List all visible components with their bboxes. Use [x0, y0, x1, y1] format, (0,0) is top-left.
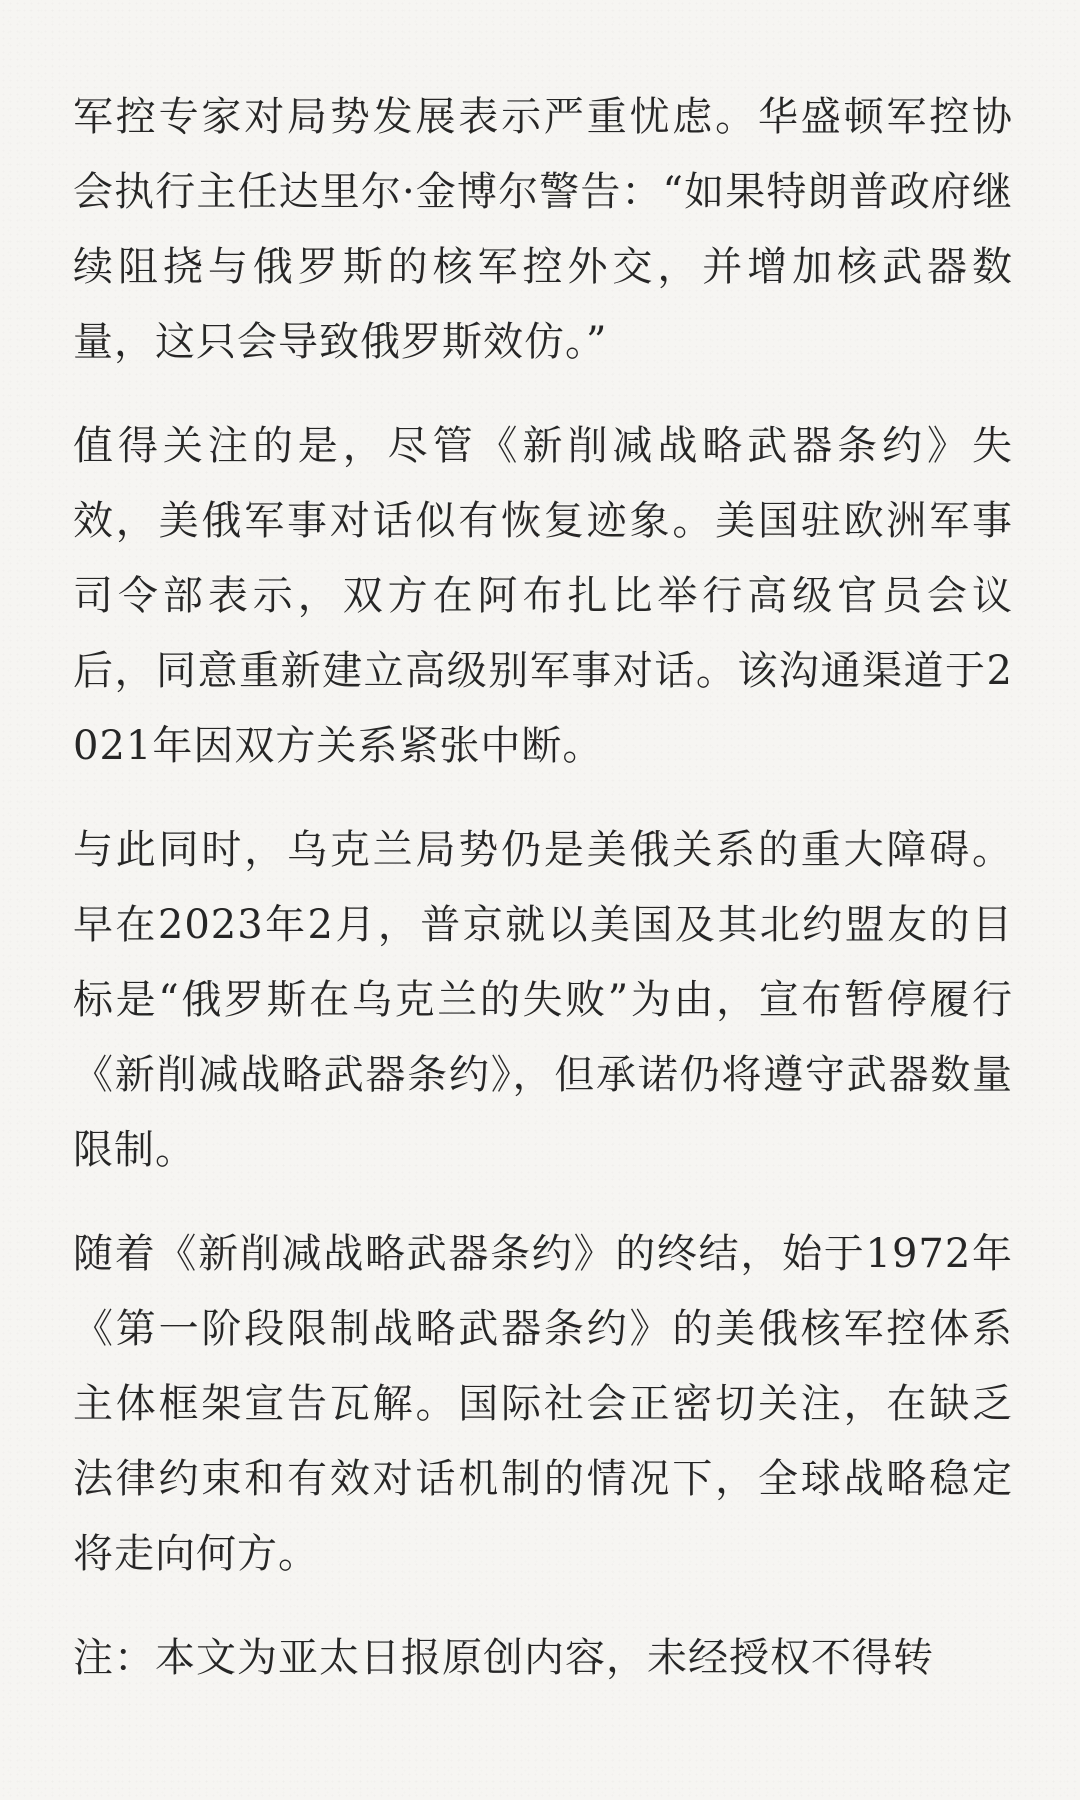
- article-body: [73, 80, 1013, 1725]
- paragraph-ukraine-situation: 与此同时，乌克兰局势仍是美俄关系的重大障碍。早在2023年2月，普京就以美国及其北约盟友的目标是“俄罗斯在乌克兰的失败”为由，宣布暂停履行《新削减战略武器条约》，但承诺仍将遵守武器数量限制。: [73, 827, 1013, 1173]
- copyright-note: 注：本文为亚太日报原创内容，未经授权不得转: [73, 1635, 934, 1681]
- paragraph-arms-control-concern: 军控专家对局势发展表示严重忧虑。华盛顿军控协会执行主任达里尔·金博尔警告：“如果特朗普政府继续阻挠与俄罗斯的核军控外交，并增加核武器数量，这只会导致俄罗斯效仿。”: [73, 94, 1013, 365]
- paragraph-treaty-end: 随着《新削减战略武器条约》的终结，始于1972年《第一阶段限制战略武器条约》的美俄核军控体系主体框架宣告瓦解。国际社会正密切关注，在缺乏法律约束和有效对话机制的情况下，全球战略稳定将走向何方。: [73, 1231, 1013, 1577]
- paragraph-military-dialogue: 值得关注的是，尽管《新削减战略武器条约》失效，美俄军事对话似有恢复迹象。美国驻欧洲军事司令部表示，双方在阿布扎比举行高级官员会议后，同意重新建立高级别军事对话。该沟通渠道于2021年因双方关系紧张中断。: [73, 423, 1013, 769]
